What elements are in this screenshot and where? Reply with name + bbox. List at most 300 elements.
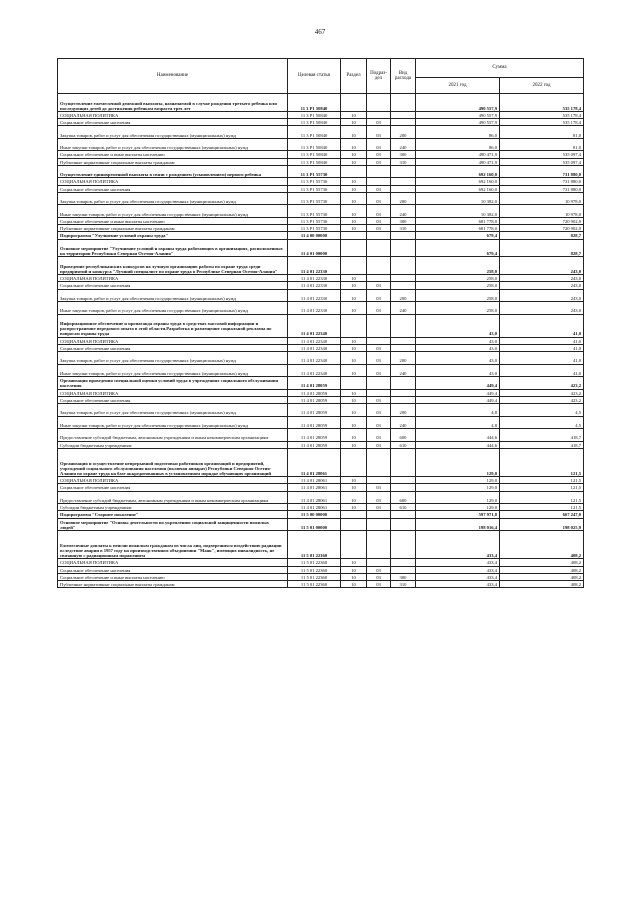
row-name: Закупка товаров, работ и услуг для обеспечения государственных (муниципальных) нужд (58, 289, 288, 302)
table-row (58, 289, 584, 302)
table-row (58, 138, 584, 151)
row-target: 11 4 01 22330 (288, 257, 341, 275)
row-amount-2022: 41,0 (500, 337, 584, 344)
row-section (341, 314, 367, 337)
row-subsection (367, 511, 391, 518)
row-section (341, 518, 367, 531)
table-row (58, 257, 584, 275)
table-row (58, 404, 584, 417)
row-section: 10 (341, 396, 367, 403)
row-subsection (367, 275, 391, 282)
row-name: СОЦИАЛЬНАЯ ПОЛИТИКА (58, 275, 288, 282)
table-row (58, 504, 584, 511)
row-section: 10 (341, 126, 367, 139)
header-target: Целевая статья (288, 59, 341, 94)
table-row (58, 239, 584, 257)
budget-table (57, 58, 584, 588)
row-expense-type (391, 511, 416, 518)
row-amount-2022: 41,0 (500, 364, 584, 377)
row-amount-2021: 258,0 (416, 275, 500, 282)
row-amount-2022: 828,7 (500, 232, 584, 239)
row-expense-type (391, 282, 416, 289)
row-amount-2021: 43,0 (416, 364, 500, 377)
header-subsection: Подраз-дел (367, 59, 391, 94)
row-subsection (367, 165, 391, 178)
row-section: 10 (341, 573, 367, 580)
row-expense-type (391, 389, 416, 396)
row-subsection: 03 (367, 566, 391, 573)
row-expense-type (391, 314, 416, 337)
row-subsection: 03 (367, 119, 391, 126)
row-amount-2021: 490 557,9 (416, 94, 500, 112)
row-expense-type: 600 (391, 491, 416, 504)
table-row (58, 416, 584, 429)
row-section: 10 (341, 302, 367, 315)
row-target: 11 3 P1 55730 (288, 225, 341, 232)
row-subsection (367, 337, 391, 344)
row-expense-type: 240 (391, 205, 416, 218)
row-subsection: 03 (367, 573, 391, 580)
row-section: 10 (341, 429, 367, 442)
row-name: Предоставление субсидий бюджетным, автономным учреждениям и иным некоммерческим организациям (58, 491, 288, 504)
row-name: Социальное обеспечение населения (58, 344, 288, 351)
row-name: Публичные нормативные социальные выплаты гражданам (58, 225, 288, 232)
row-amount-2021: 43,0 (416, 337, 500, 344)
row-expense-type (391, 531, 416, 559)
row-expense-type: 310 (391, 158, 416, 165)
row-target: 11 4 01 22340 (288, 337, 341, 344)
row-amount-2022: 243,0 (500, 257, 584, 275)
row-amount-2022: 408,2 (500, 531, 584, 559)
row-amount-2021: 681 778,0 (416, 217, 500, 224)
row-expense-type: 200 (391, 126, 416, 139)
table-row (58, 511, 584, 518)
row-amount-2021: 198 016,4 (416, 518, 500, 531)
row-amount-2022: 81,0 (500, 126, 584, 139)
table-row (58, 352, 584, 365)
row-amount-2022: 41,0 (500, 314, 584, 337)
row-amount-2021: 43,0 (416, 344, 500, 351)
row-target: 11 4 01 22330 (288, 289, 341, 302)
row-expense-type: 200 (391, 192, 416, 205)
row-section (341, 94, 367, 112)
row-subsection (367, 257, 391, 275)
row-name: Социальное обеспечение населения (58, 396, 288, 403)
row-amount-2021: 433,4 (416, 559, 500, 566)
row-amount-2021: 258,0 (416, 282, 500, 289)
row-expense-type (391, 165, 416, 178)
row-expense-type (391, 239, 416, 257)
table-row (58, 477, 584, 484)
row-amount-2022: 667 247,0 (500, 511, 584, 518)
row-name: Ежемесячные доплаты к пенсии пожилым гражданам из числа лиц, подвергшихся воздействию радиации вследствие аварии в 1957 году на производственном объединении "Маяк", имеющих инвалидность, не связанную с радиационным поражением (58, 531, 288, 559)
row-section: 10 (341, 416, 367, 429)
row-section (341, 232, 367, 239)
row-target: 11 3 P1 50840 (288, 111, 341, 118)
row-expense-type (391, 448, 416, 476)
row-name: Подпрограмма "Старшее поколение" (58, 511, 288, 518)
row-amount-2021: 449,4 (416, 377, 500, 390)
row-name: Публичные нормативные социальные выплаты гражданам (58, 158, 288, 165)
row-name: Основное мероприятие "Основы деятельности по укреплению социальной защищенности пожилых людей" (58, 518, 288, 531)
row-amount-2022: 408,2 (500, 581, 584, 588)
row-section: 10 (341, 192, 367, 205)
row-target: 11 4 01 28059 (288, 416, 341, 429)
row-amount-2022: 828,7 (500, 239, 584, 257)
row-amount-2022: 408,2 (500, 566, 584, 573)
table-row (58, 531, 584, 559)
row-amount-2021: 86,0 (416, 138, 500, 151)
row-subsection: 03 (367, 344, 391, 351)
row-amount-2022: 535 178,4 (500, 111, 584, 118)
table-row (58, 344, 584, 351)
row-amount-2021: 43,0 (416, 352, 500, 365)
row-subsection: 03 (367, 302, 391, 315)
row-subsection: 03 (367, 581, 391, 588)
row-expense-type (391, 484, 416, 491)
row-amount-2022: 731 880,0 (500, 185, 584, 192)
row-subsection (367, 239, 391, 257)
row-amount-2022: 243,0 (500, 275, 584, 282)
row-name: Осуществление ежемесячной денежной выплаты, назначаемой в случае рождения третьего ребенка или последующих детей до достижения ребенком возраста трех лет (58, 94, 288, 112)
row-amount-2022: 535 178,4 (500, 119, 584, 126)
row-name: Информационное обеспечение и пропаганда охраны труда в средствах массовой информации и распространение передового опыта в этой области.Разработка и размещение социальной рекламы по вопросам охраны труда (58, 314, 288, 337)
table-row (58, 217, 584, 224)
row-amount-2022: 121,5 (500, 491, 584, 504)
row-name: Социальное обеспечение населения (58, 282, 288, 289)
row-amount-2022: 198 025,9 (500, 518, 584, 531)
table-row (58, 275, 584, 282)
row-expense-type: 200 (391, 289, 416, 302)
row-name: СОЦИАЛЬНАЯ ПОЛИТИКА (58, 111, 288, 118)
row-amount-2021: 692 160,0 (416, 165, 500, 178)
row-amount-2022: 10 978,0 (500, 205, 584, 218)
row-amount-2021: 129,0 (416, 477, 500, 484)
row-expense-type: 200 (391, 404, 416, 417)
row-name: Публичные нормативные социальные выплаты гражданам (58, 581, 288, 588)
row-subsection (367, 518, 391, 531)
row-target: 11 4 01 28061 (288, 477, 341, 484)
row-amount-2021: 681 778,0 (416, 225, 500, 232)
row-name: Социальное обеспечение населения (58, 119, 288, 126)
row-expense-type: 200 (391, 352, 416, 365)
row-subsection (367, 94, 391, 112)
row-section: 10 (341, 275, 367, 282)
row-name: Социальное обеспечение населения (58, 566, 288, 573)
row-section: 10 (341, 178, 367, 185)
row-name: Организация проведения специальной оценки условий труда в учреждениях социального обслуживания населения (58, 377, 288, 390)
row-target: 11 3 P1 55730 (288, 217, 341, 224)
row-expense-type (391, 178, 416, 185)
row-target: 11 5 00 00000 (288, 511, 341, 518)
row-name: Закупка товаров, работ и услуг для обеспечения государственных (муниципальных) нужд (58, 192, 288, 205)
row-amount-2021: 692 160,0 (416, 178, 500, 185)
row-target: 11 3 P1 50840 (288, 151, 341, 158)
row-section: 10 (341, 217, 367, 224)
table-row (58, 126, 584, 139)
table-row (58, 389, 584, 396)
row-expense-type (391, 257, 416, 275)
row-target: 11 3 P1 55730 (288, 178, 341, 185)
row-section: 10 (341, 581, 367, 588)
row-expense-type: 240 (391, 416, 416, 429)
row-subsection (367, 477, 391, 484)
row-target: 11 4 01 22330 (288, 302, 341, 315)
row-section (341, 377, 367, 390)
table-row (58, 559, 584, 566)
row-expense-type (391, 396, 416, 403)
row-amount-2022: 243,0 (500, 289, 584, 302)
row-target: 11 3 P1 50840 (288, 94, 341, 112)
row-amount-2021: 433,4 (416, 573, 500, 580)
row-expense-type: 610 (391, 441, 416, 448)
row-amount-2021: 86,0 (416, 126, 500, 139)
row-subsection (367, 559, 391, 566)
row-name: Основное мероприятие "Улучшение условий и охраны труда работающих в организациях, расположенных на территории Республики Северная Осетия-Алания" (58, 239, 288, 257)
row-amount-2021: 490 471,9 (416, 151, 500, 158)
row-target: 11 4 01 22340 (288, 352, 341, 365)
table-row (58, 178, 584, 185)
row-section: 10 (341, 491, 367, 504)
table-row (58, 518, 584, 531)
row-expense-type: 310 (391, 581, 416, 588)
header-expense-type: Вид расхода (391, 59, 416, 94)
table-row (58, 377, 584, 390)
row-amount-2021: 444,6 (416, 441, 500, 448)
row-subsection: 03 (367, 282, 391, 289)
row-subsection: 03 (367, 225, 391, 232)
table-row (58, 192, 584, 205)
row-subsection: 03 (367, 441, 391, 448)
row-amount-2022: 4,5 (500, 404, 584, 417)
row-section: 10 (341, 111, 367, 118)
table-row (58, 111, 584, 118)
row-section: 10 (341, 364, 367, 377)
row-section (341, 448, 367, 476)
row-amount-2022: 408,2 (500, 559, 584, 566)
row-amount-2021: 679,4 (416, 239, 500, 257)
table-row (58, 566, 584, 573)
row-amount-2021: 10 382,0 (416, 205, 500, 218)
table-row (58, 158, 584, 165)
row-section: 10 (341, 205, 367, 218)
row-amount-2021: 129,0 (416, 484, 500, 491)
row-expense-type: 600 (391, 429, 416, 442)
row-amount-2022: 243,0 (500, 282, 584, 289)
row-amount-2021: 490 557,9 (416, 119, 500, 126)
row-subsection: 03 (367, 504, 391, 511)
row-name: СОЦИАЛЬНАЯ ПОЛИТИКА (58, 477, 288, 484)
row-subsection: 03 (367, 352, 391, 365)
row-expense-type: 240 (391, 364, 416, 377)
row-subsection: 03 (367, 429, 391, 442)
row-subsection (367, 111, 391, 118)
row-section (341, 257, 367, 275)
row-amount-2021: 129,0 (416, 504, 500, 511)
row-expense-type: 300 (391, 573, 416, 580)
table-row (58, 232, 584, 239)
row-section: 10 (341, 225, 367, 232)
row-name: Иные закупки товаров, работ и услуг для обеспечения государственных (муниципальных) нужд (58, 138, 288, 151)
row-target: 11 4 01 28061 (288, 448, 341, 476)
row-name: Осуществление единовременной выплаты в связи с рождением (усыновлением) первого ребенка (58, 165, 288, 178)
row-name: Социальное обеспечение и иные выплаты населению (58, 573, 288, 580)
table-row (58, 282, 584, 289)
row-target: 11 4 01 22340 (288, 364, 341, 377)
row-section: 10 (341, 119, 367, 126)
row-amount-2021: 449,4 (416, 396, 500, 403)
row-section: 10 (341, 389, 367, 396)
row-name: Социальное обеспечение населения (58, 185, 288, 192)
row-subsection: 03 (367, 158, 391, 165)
row-amount-2022: 81,0 (500, 138, 584, 151)
row-amount-2022: 535 178,4 (500, 94, 584, 112)
row-amount-2021: 10 382,0 (416, 192, 500, 205)
row-amount-2021: 129,0 (416, 491, 500, 504)
row-amount-2022: 408,2 (500, 573, 584, 580)
row-section: 10 (341, 282, 367, 289)
row-amount-2022: 423,2 (500, 389, 584, 396)
row-subsection: 03 (367, 396, 391, 403)
row-section: 10 (341, 151, 367, 158)
row-amount-2022: 418,7 (500, 441, 584, 448)
row-name: Социальное обеспечение и иные выплаты населению (58, 217, 288, 224)
row-target: 11 5 01 22360 (288, 581, 341, 588)
row-target: 11 3 P1 55730 (288, 205, 341, 218)
row-target: 11 4 01 28061 (288, 504, 341, 511)
table-row (58, 484, 584, 491)
row-section: 10 (341, 158, 367, 165)
table-row (58, 302, 584, 315)
row-subsection: 03 (367, 289, 391, 302)
row-amount-2022: 121,5 (500, 477, 584, 484)
row-target: 11 4 01 22340 (288, 314, 341, 337)
row-section: 10 (341, 484, 367, 491)
row-amount-2021: 258,0 (416, 257, 500, 275)
row-expense-type (391, 477, 416, 484)
row-name: Иные закупки товаров, работ и услуг для обеспечения государственных (муниципальных) нужд (58, 205, 288, 218)
header-section: Раздел (341, 59, 367, 94)
row-amount-2022: 418,7 (500, 429, 584, 442)
row-target: 11 4 01 28061 (288, 484, 341, 491)
row-amount-2021: 258,0 (416, 289, 500, 302)
row-amount-2022: 720 902,0 (500, 217, 584, 224)
row-name: Иные закупки товаров, работ и услуг для обеспечения государственных (муниципальных) нужд (58, 416, 288, 429)
row-expense-type (391, 232, 416, 239)
row-subsection (367, 314, 391, 337)
row-target: 11 4 01 28059 (288, 441, 341, 448)
row-amount-2022: 535 097,4 (500, 151, 584, 158)
row-subsection (367, 178, 391, 185)
row-expense-type (391, 377, 416, 390)
row-amount-2021: 597 971,8 (416, 511, 500, 518)
row-subsection: 03 (367, 404, 391, 417)
row-name: Организация и осуществление непрерывной подготовки работников организаций и предприятий, учреждений социального обслуживания населения (включая аппарат) Республики Северная Осетия-Алания по охране труда на базе аккредитованных в установленном порядке обучающих организаций (58, 448, 288, 476)
row-amount-2021: 43,0 (416, 314, 500, 337)
table-row (58, 573, 584, 580)
row-name: Предоставление субсидий бюджетным, автономным учреждениям и иным некоммерческим организациям (58, 429, 288, 442)
row-amount-2022: 243,0 (500, 302, 584, 315)
row-amount-2021: 433,4 (416, 566, 500, 573)
row-target: 11 4 01 28059 (288, 396, 341, 403)
row-subsection (367, 389, 391, 396)
row-expense-type: 610 (391, 504, 416, 511)
row-name: Иные закупки товаров, работ и услуг для обеспечения государственных (муниципальных) нужд (58, 364, 288, 377)
row-section: 10 (341, 289, 367, 302)
row-target: 11 3 P1 50840 (288, 126, 341, 139)
row-expense-type (391, 119, 416, 126)
row-name: Закупка товаров, работ и услуг для обеспечения государственных (муниципальных) нужд (58, 126, 288, 139)
row-expense-type (391, 185, 416, 192)
row-name: Субсидии бюджетным учреждениям (58, 504, 288, 511)
row-expense-type (391, 94, 416, 112)
row-expense-type: 300 (391, 217, 416, 224)
row-target: 11 4 01 28059 (288, 389, 341, 396)
row-name: СОЦИАЛЬНАЯ ПОЛИТИКА (58, 559, 288, 566)
row-name: Подпрограмма "Улучшение условий охраны труда" (58, 232, 288, 239)
row-target: 11 4 01 28059 (288, 429, 341, 442)
table-row (58, 581, 584, 588)
row-amount-2022: 423,2 (500, 396, 584, 403)
row-amount-2022: 121,5 (500, 484, 584, 491)
row-section: 10 (341, 566, 367, 573)
row-amount-2022: 10 978,0 (500, 192, 584, 205)
row-amount-2022: 121,5 (500, 504, 584, 511)
row-subsection: 03 (367, 205, 391, 218)
row-name: Социальное обеспечение населения (58, 484, 288, 491)
row-amount-2021: 129,0 (416, 448, 500, 476)
row-subsection: 03 (367, 138, 391, 151)
row-target: 11 4 00 00000 (288, 232, 341, 239)
header-year-2021: 2021 год (416, 78, 500, 94)
row-amount-2021: 444,6 (416, 429, 500, 442)
row-section (341, 531, 367, 559)
row-expense-type (391, 275, 416, 282)
row-amount-2021: 4,8 (416, 404, 500, 417)
row-expense-type (391, 344, 416, 351)
row-section: 10 (341, 138, 367, 151)
row-name: Закупка товаров, работ и услуг для обеспечения государственных (муниципальных) нужд (58, 352, 288, 365)
row-amount-2022: 535 097,4 (500, 158, 584, 165)
page-number: 467 (314, 28, 326, 36)
table-header (58, 59, 584, 94)
row-expense-type: 240 (391, 302, 416, 315)
table-row (58, 429, 584, 442)
row-target: 11 3 P1 55730 (288, 185, 341, 192)
row-target: 11 4 01 28061 (288, 491, 341, 504)
row-amount-2021: 433,4 (416, 581, 500, 588)
table-row (58, 151, 584, 158)
row-name: Закупка товаров, работ и услуг для обеспечения государственных (муниципальных) нужд (58, 404, 288, 417)
table-row (58, 337, 584, 344)
table-body (58, 94, 584, 588)
row-expense-type: 300 (391, 151, 416, 158)
row-target: 11 4 01 22330 (288, 275, 341, 282)
row-subsection (367, 232, 391, 239)
row-amount-2022: 720 902,0 (500, 225, 584, 232)
row-amount-2021: 433,4 (416, 531, 500, 559)
row-section: 10 (341, 559, 367, 566)
table-row (58, 364, 584, 377)
row-target: 11 4 01 00000 (288, 239, 341, 257)
row-subsection (367, 377, 391, 390)
table-row (58, 448, 584, 476)
row-section: 10 (341, 352, 367, 365)
row-target: 11 5 01 00000 (288, 518, 341, 531)
row-amount-2022: 41,0 (500, 344, 584, 351)
row-expense-type (391, 559, 416, 566)
row-section: 10 (341, 504, 367, 511)
